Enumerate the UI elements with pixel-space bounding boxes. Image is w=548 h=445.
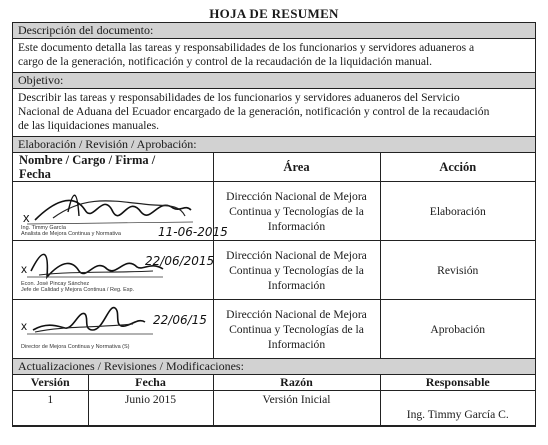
area-line: Información bbox=[267, 219, 326, 233]
col-name-header bbox=[13, 153, 213, 182]
signature-cell bbox=[13, 241, 213, 300]
area-line: Continua y Tecnologías de la bbox=[229, 322, 364, 336]
signer-role: Analista de Mejora Continua y Normativa bbox=[21, 231, 121, 237]
area-line: Dirección Nacional de Mejora bbox=[226, 189, 367, 203]
signature-x-mark: x bbox=[21, 262, 27, 276]
col-area-header: Área bbox=[213, 153, 380, 182]
col-action-header: Acción bbox=[380, 153, 535, 182]
summary-sheet bbox=[12, 22, 536, 427]
col-date-header: Fecha bbox=[88, 375, 213, 391]
date-cell: Junio 2015 bbox=[88, 391, 213, 426]
objective-header: Objetivo: bbox=[13, 73, 535, 89]
col-name-line-2: Fecha bbox=[19, 167, 51, 181]
objective-line-3: de las liquidaciones manuales. bbox=[18, 119, 160, 132]
signer-name: Ing. Timmy García bbox=[21, 225, 66, 231]
objective-line-2: Nacional de Aduana del Ecuador encargado de la generación, notificación y control de la recaudación bbox=[18, 105, 490, 118]
approval-row bbox=[13, 241, 535, 300]
approval-table bbox=[13, 153, 535, 359]
area-cell bbox=[213, 300, 380, 359]
version-row bbox=[13, 391, 535, 426]
area-line: Dirección Nacional de Mejora bbox=[226, 248, 367, 262]
area-cell bbox=[213, 182, 380, 241]
signature-x-mark: x bbox=[23, 210, 30, 225]
area-line: Continua y Tecnologías de la bbox=[229, 204, 364, 218]
version-cell: 1 bbox=[13, 391, 88, 426]
reason-cell: Versión Inicial bbox=[213, 391, 380, 426]
action-cell: Revisión bbox=[380, 241, 535, 300]
description-text bbox=[13, 39, 535, 73]
col-name-line-1: Nombre / Cargo / Firma / bbox=[19, 153, 156, 167]
col-responsible-header: Responsable bbox=[380, 375, 535, 391]
signature-date-2: 22/06/2015 bbox=[145, 254, 215, 268]
signer-role: Jefe de Calidad y Mejora Continua / Reg. Esp. bbox=[21, 287, 135, 293]
area-line: Continua y Tecnologías de la bbox=[229, 263, 364, 277]
signer-name: Econ. José Pincay Sánchez bbox=[21, 281, 90, 287]
action-cell: Elaboración bbox=[380, 182, 535, 241]
col-version-header: Versión bbox=[13, 375, 88, 391]
page-title: HOJA DE RESUMEN bbox=[209, 6, 339, 21]
approval-row bbox=[13, 300, 535, 359]
area-line: Información bbox=[267, 278, 326, 292]
versions-table bbox=[13, 375, 535, 426]
area-line: Dirección Nacional de Mejora bbox=[226, 307, 367, 321]
signature-x-mark: x bbox=[21, 319, 27, 333]
objective-line-1: Describir las tareas y responsabilidades de los funcionarios y servidores aduaneros del Servicio bbox=[18, 91, 460, 104]
responsible-cell: Ing. Timmy García C. bbox=[380, 391, 535, 426]
area-cell bbox=[213, 241, 380, 300]
versions-header: Actualizaciones / Revisiones / Modificaciones: bbox=[13, 359, 535, 375]
col-reason-header: Razón bbox=[213, 375, 380, 391]
approval-header: Elaboración / Revisión / Aprobación: bbox=[13, 137, 535, 153]
signature-date-1: 11-06-2015 bbox=[158, 225, 228, 239]
description-line-2: cargo de la generación, notificación y control de la recaudación de la liquidación manual. bbox=[18, 55, 433, 68]
signer-role: Director de Mejora Continua y Normativa (S) bbox=[21, 344, 130, 350]
description-line-1: Este documento detalla las tareas y responsabilidades de los funcionarios y servidores aduaneros a bbox=[18, 41, 475, 54]
description-header: Descripción del documento: bbox=[13, 23, 535, 39]
signature-cell bbox=[13, 300, 213, 359]
action-cell: Aprobación bbox=[380, 300, 535, 359]
signature-date-3: 22/06/15 bbox=[153, 313, 207, 327]
signature-cell bbox=[13, 182, 228, 241]
objective-text bbox=[13, 89, 535, 137]
area-line: Información bbox=[267, 337, 326, 351]
approval-row bbox=[13, 182, 535, 241]
